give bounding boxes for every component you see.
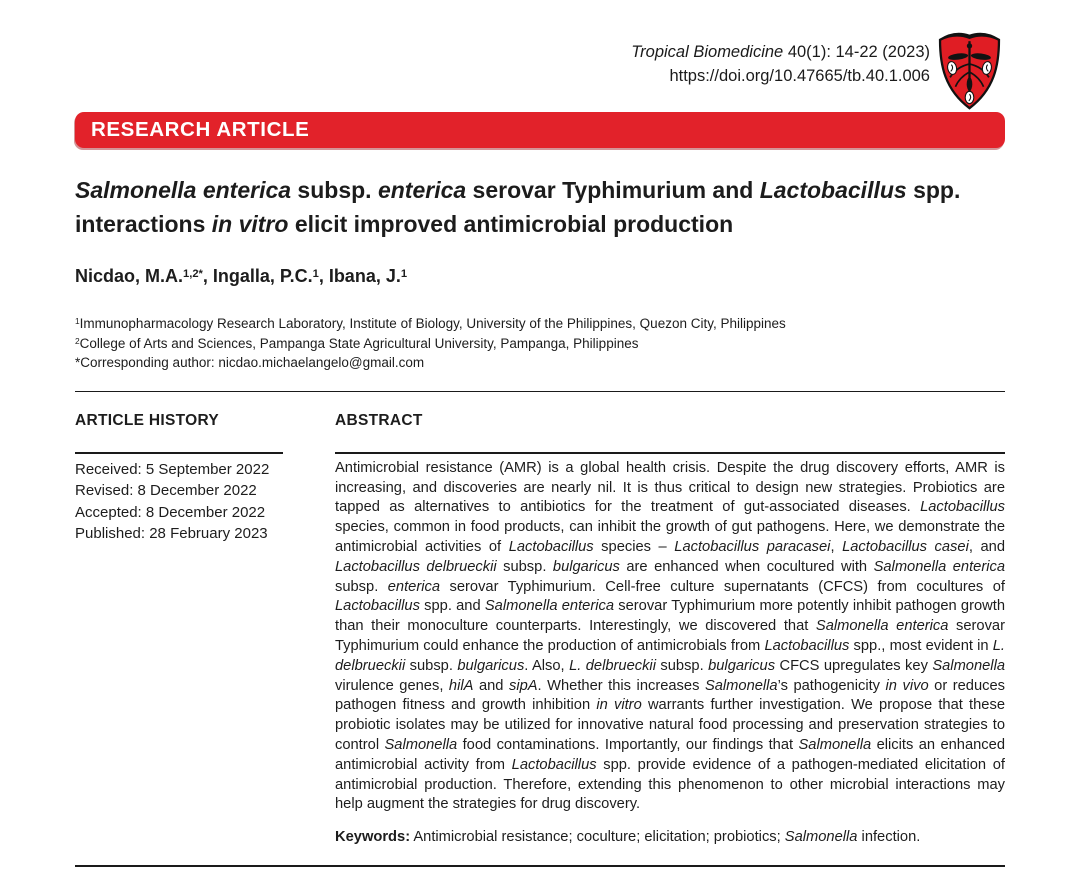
article-history-heading: ARTICLE HISTORY bbox=[75, 412, 220, 430]
content-columns bbox=[75, 412, 1005, 848]
divider-bottom bbox=[75, 865, 1005, 867]
history-revised: Revised: 8 December 2022 bbox=[75, 482, 257, 500]
authors-line: Nicdao, M.A.$^{1,2*}$, Ingalla, P.C.$^1$, Ibana, J.$^1$ bbox=[75, 266, 408, 286]
corresponding-author-prefix: *Corresponding author: bbox=[75, 355, 219, 370]
abstract-column bbox=[335, 412, 1005, 848]
doi-link[interactable]: https://doi.org/10.47665/tb.40.1.006 bbox=[669, 67, 930, 85]
abstract-rule bbox=[335, 452, 1005, 454]
banner-label: RESEARCH ARTICLE bbox=[91, 118, 310, 141]
corresponding-author-line bbox=[75, 354, 1005, 372]
journal-citation: Tropical Biomedicine 40(1): 14-22 (2023) bbox=[631, 43, 930, 61]
journal-header bbox=[75, 40, 1005, 88]
article-history-list bbox=[75, 459, 283, 545]
corresponding-author-email[interactable]: nicdao.michaelangelo@gmail.com bbox=[218, 355, 425, 370]
divider-top bbox=[75, 391, 1005, 393]
history-received: Received: 5 September 2022 bbox=[75, 460, 270, 478]
affiliation-1: $^1$Immunopharmacology Research Laboratory, Institute of Biology, University of the Philippines, Quezon City, Philippines bbox=[75, 316, 786, 331]
affiliation-2: $^2$College of Arts and Sciences, Pampanga State Agricultural University, Pampanga, Philippines bbox=[75, 335, 639, 351]
history-published: Published: 28 February 2023 bbox=[75, 525, 268, 543]
research-article-banner bbox=[75, 112, 1005, 148]
keywords-line: Keywords: Antimicrobial resistance; coculture; elicitation; probiotics; Salmonella infection. bbox=[335, 829, 921, 846]
article-history-rule bbox=[75, 452, 283, 454]
affiliations-block bbox=[75, 315, 1005, 372]
abstract-text: Antimicrobial resistance (AMR) is a global health crisis. Despite the drug discovery efforts, AMR is increasing, and discoveries are nearly nil. It is thus critical to design new strategies. Probiotics are tapped as alternatives to antibiotics for the treatment of gut-associated diseases. Lactobacillus species, common in food products, can inhibit the growth of gut pathogens. Here, we demonstrate the antimicrobial activities of Lactobacillus species – Lactobacillus paracasei, Lactobacillus casei, and Lactobacillus delbrueckii subsp. bulgaricus are enhanced when cocultured with Salmonella enterica subsp. enterica serovar Typhimurium. Cell-free culture supernatants (CFCS) from cocultures of Lactobacillus spp. and Salmonella enterica serovar Typhimurium more potently inhibit pathogen growth than their monoculture counterparts. Interestingly, we discovered that Salmonella enterica serovar Typhimurium could enhance the production of antimicrobials from Lactobacillus spp., most evident in L. delbrueckii subsp. bulgaricus. Also, L. delbrueckii subsp. bulgaricus CFCS upregulates key Salmonella virulence genes, hilA and sipA. Whether this increases Salmonella’s pathogenicity in vivo or reduces pathogen fitness and growth inhibition in vitro warrants further investigation. We propose that these probiotic isolates may be utilized for innovative natural food processing and preservation strategies to control Salmonella food contaminations. Importantly, our findings that Salmonella elicits an enhanced antimicrobial activity from Lactobacillus spp. provide evidence of a pathogen-mediated elicitation of antimicrobial production. Therefore, extending this phenomenon to other microbial interactions may help augment the strategies for drug discovery. bbox=[335, 459, 1006, 813]
abstract-heading: ABSTRACT bbox=[335, 412, 423, 430]
journal-shield-logo-icon bbox=[936, 26, 1003, 114]
article-history-column bbox=[75, 412, 283, 848]
history-accepted: Accepted: 8 December 2022 bbox=[75, 503, 266, 521]
article-title: Salmonella enterica subsp. enterica serovar Typhimurium and Lactobacillus spp. interactions in vitro elicit improved antimicrobial production bbox=[75, 177, 961, 237]
